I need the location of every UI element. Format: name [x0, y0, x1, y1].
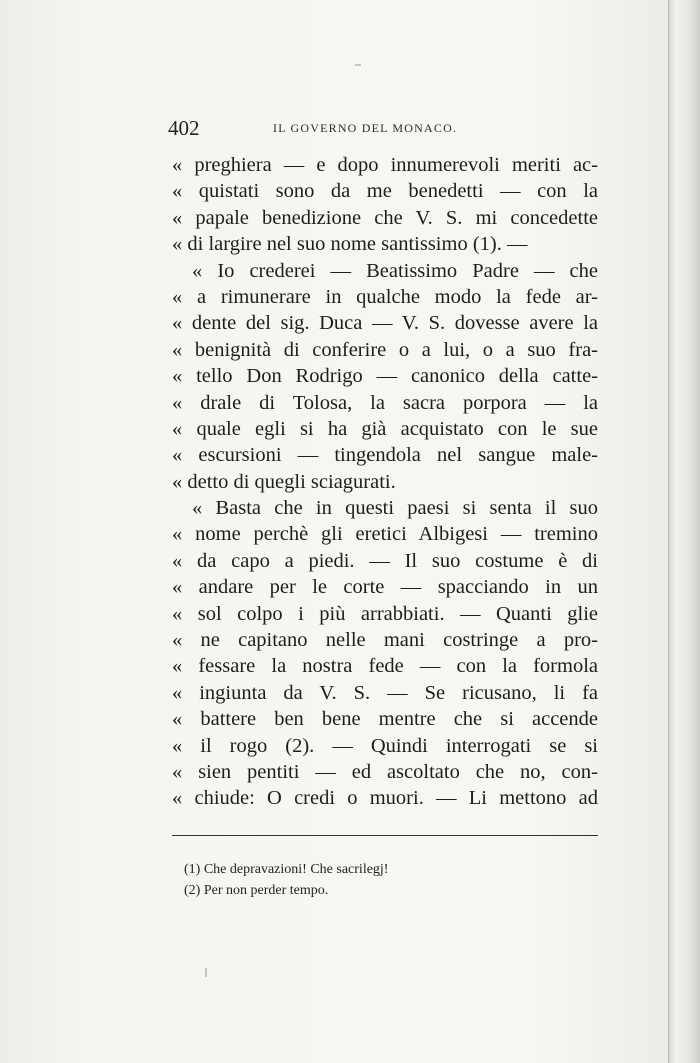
- text-line: « da capo a piedi. — Il suo costume è di: [172, 549, 598, 572]
- text-line: « Io crederei — Beatissimo Padre — che: [192, 259, 598, 282]
- print-speck: [355, 64, 361, 66]
- print-speck: [205, 968, 207, 977]
- text-line: « a rimunerare in qualche modo la fede ar-: [172, 285, 598, 308]
- text-line: « detto di quegli sciagurati.: [172, 470, 396, 493]
- footnote: (2) Per non perder tempo.: [184, 883, 329, 898]
- text-line: « drale di Tolosa, la sacra porpora — la: [172, 391, 598, 414]
- footnotes: [184, 859, 584, 901]
- text-line: « chiude: O credi o muori. — Li mettono ad: [172, 787, 598, 810]
- running-title: IL GOVERNO DEL MONACO.: [273, 121, 458, 135]
- text-line: « preghiera — e dopo innumerevoli meriti ac-: [172, 154, 598, 176]
- text-line: « tello Don Rodrigo — canonico della catte-: [172, 365, 598, 388]
- text-line: « ingiunta da V. S. — Se ricusano, li fa: [172, 681, 598, 704]
- text-line: « nome perchè gli eretici Albigesi — tremino: [172, 523, 598, 546]
- text-line: « quistati sono da me benedetti — con la: [172, 180, 598, 203]
- text-line: « papale benedizione che V. S. mi concedette: [172, 206, 598, 229]
- footnote-divider: [172, 835, 598, 836]
- text-line: « Basta che in questi paesi si senta il suo: [192, 497, 598, 520]
- text-line: « battere ben bene mentre che si accende: [172, 708, 598, 731]
- text-line: « di largire nel suo nome santissimo (1). —: [172, 233, 528, 256]
- text-line: « escursioni — tingendola nel sangue male-: [172, 444, 598, 467]
- text-line: « fessare la nostra fede — con la formola: [172, 655, 598, 678]
- text-line: « il rogo (2). — Quindi interrogati se si: [172, 734, 598, 757]
- page-header: [168, 116, 598, 140]
- text-line: « dente del sig. Duca — V. S. dovesse avere la: [172, 312, 598, 335]
- text-line: « benignità di conferire o a lui, o a suo fra-: [172, 338, 598, 361]
- body-text: [172, 152, 598, 812]
- text-line: « sien pentiti — ed ascoltato che no, con-: [172, 760, 598, 783]
- text-line: « quale egli si ha già acquistato con le sue: [172, 417, 598, 440]
- footnote: (1) Che depravazioni! Che sacrilegj!: [184, 862, 389, 877]
- text-line: « ne capitano nelle mani costringe a pro-: [172, 629, 598, 652]
- text-line: « andare per le corte — spacciando in un: [172, 576, 598, 599]
- text-line: « sol colpo i più arrabbiati. — Quanti glie: [172, 602, 598, 625]
- book-gutter: [668, 0, 700, 1063]
- page-number: 402: [168, 116, 200, 140]
